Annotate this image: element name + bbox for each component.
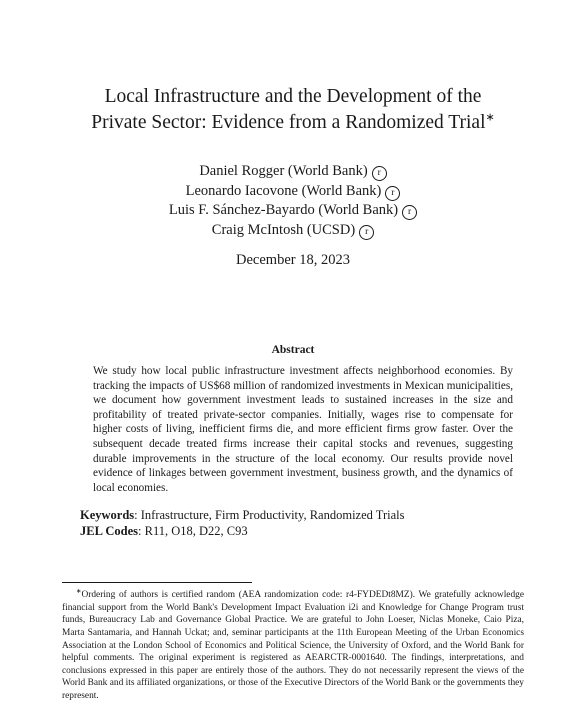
author-name: Daniel Rogger (World Bank) xyxy=(199,163,368,179)
author-name: Leonardo Iacovone (World Bank) xyxy=(185,182,382,199)
footnote-text: Ordering of authors is certified random (AEA randomization code: r4-FYDEDt8MZ). We gratefully acknowledge financial support from the World Bank's Development Impact Evaluation i2i and Knowledge for Change Program trust funds, Bureaucracy Lab and Governance Global Practice. We are grateful to John Loeser, Niclas Moneke, Caio Piza, Marta Santamaria, and Hannah Uckat; and, seminar participants at the 11th European Meeting of the Urban Economics Association at the London School of Economics and Political Science, the University of Oxford, and the World Bank for helpful comments. The original experiment is registered as AEARCTR-0001640. The findings, interpretations, and conclusions expressed in this paper are entirely those of the authors. They do not necessarily represent the views of the World Bank and its affiliated organizations, or those of the Executive Directors of the World Bank or the governments they represent. xyxy=(62,590,524,701)
random-order-icon: r xyxy=(385,186,400,201)
paper-title xyxy=(40,84,546,136)
author-line xyxy=(40,162,546,182)
abstract-text: We study how local public infrastructure investment affects neighborhood economies. By tracking the impacts of US$68 million of randomized investments in Mexican municipalities, we document how government investment leads to sustained increases in the size and profitability of treated private-sector companies. Initially, wages rise to compensate for higher costs of living, inefficient firms die, and more efficient firms grow faster. Over the subsequent decade treated firms increase their capital stocks and revenues, suggesting durable improvements in the structure of the local economy. Our results provide novel evidence of linkages between government investment, business growth, and the dynamics of local economies. xyxy=(93,365,513,494)
random-order-icon: r xyxy=(402,205,417,220)
author-line xyxy=(40,221,546,241)
keywords-block xyxy=(80,508,540,539)
title-footnote-mark: ∗ xyxy=(485,111,495,124)
paper-date: December 18, 2023 xyxy=(236,252,350,268)
author-list xyxy=(40,162,546,240)
keywords-value: : Infrastructure, Firm Productivity, Randomized Trials xyxy=(134,508,405,522)
author-line xyxy=(40,201,546,221)
title-line-2-text: Private Sector: Evidence from a Randomized Trial xyxy=(91,112,486,133)
title-line-1: Local Infrastructure and the Development of the xyxy=(104,86,482,107)
random-order-icon: r xyxy=(359,225,374,240)
abstract-heading: Abstract xyxy=(271,344,315,356)
author-name: Luis F. Sánchez-Bayardo (World Bank) xyxy=(168,202,399,218)
author-name: Craig McIntosh (UCSD) xyxy=(211,221,356,238)
author-line xyxy=(40,182,546,202)
title-line-2 xyxy=(40,110,546,136)
random-order-icon: r xyxy=(372,166,387,181)
keywords-line xyxy=(80,508,540,524)
jel-line xyxy=(80,524,540,540)
footnote-rule xyxy=(62,582,252,583)
keywords-label: Keywords xyxy=(80,508,135,522)
footnote xyxy=(62,586,524,702)
footnote-mark: ∗ xyxy=(76,588,82,595)
jel-value: : R11, O18, D22, C93 xyxy=(138,523,248,538)
jel-label: JEL Codes xyxy=(80,523,139,538)
